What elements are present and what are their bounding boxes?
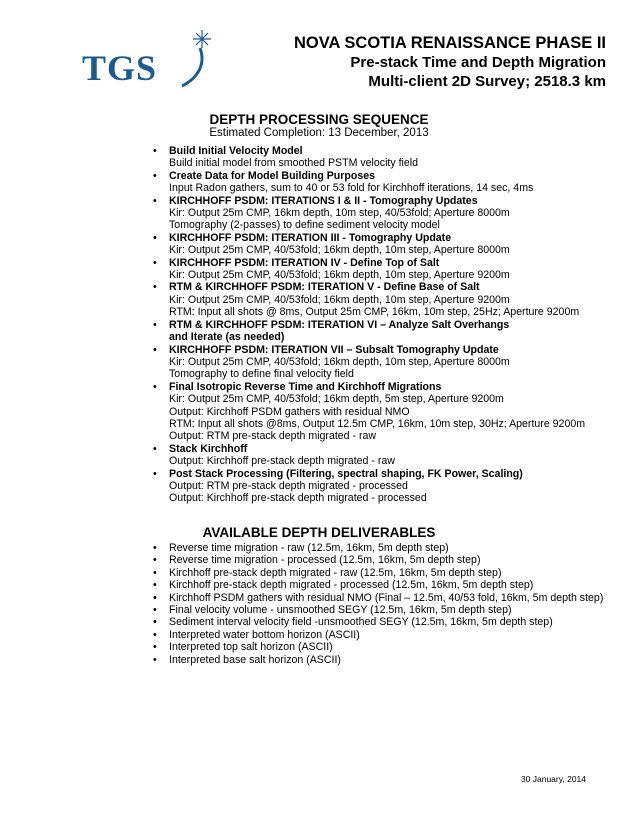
deliverable-item: [153, 654, 623, 666]
processing-step: [153, 344, 623, 381]
deliverable-text: Interpreted base salt horizon (ASCII): [169, 653, 341, 666]
step-title: KIRCHHOFF PSDM: ITERATION III - Tomography Update: [169, 231, 452, 244]
step-detail: Kir: Output 25m CMP, 40/53fold; 16km depth, 10m step, Aperture 9200m: [169, 269, 510, 282]
step-title: Create Data for Model Building Purposes: [169, 169, 376, 182]
processing-heading: DEPTH PROCESSING SEQUENCE: [209, 112, 429, 127]
step-detail: Input Radon gathers, sum to 40 or 53 fold for Kirchhoff iterations, 14 sec, 4ms: [169, 182, 534, 195]
bullet-icon: •: [153, 281, 157, 294]
processing-step: [153, 145, 623, 170]
bullet-icon: •: [153, 467, 157, 480]
step-detail: Tomography to define final velocity field: [169, 368, 354, 381]
header-subtitle-2: Multi-client 2D Survey; 2518.3 km: [368, 73, 606, 90]
step-detail: Output: RTM pre-stack depth migrated - processed: [169, 479, 408, 492]
bullet-icon: •: [153, 579, 157, 592]
step-detail: Build initial model from smoothed PSTM velocity field: [169, 157, 419, 170]
step-detail: Kir: Output 25m CMP, 40/53fold; 16km depth, 10m step, Aperture 8000m: [169, 244, 510, 257]
step-title: KIRCHHOFF PSDM: ITERATION VII – Subsalt Tomography Update: [169, 343, 499, 356]
header-subtitle-1: Pre-stack Time and Depth Migration: [350, 54, 606, 71]
bullet-icon: •: [153, 380, 157, 393]
step-detail: Kir: Output 25m CMP, 16km depth, 10m step, 40/53fold; Aperture 8000m: [169, 207, 510, 220]
step-detail: Kir: Output 25m CMP, 40/53fold; 16km depth, 10m step, Aperture 9200m: [169, 293, 510, 306]
deliverable-item: [153, 641, 623, 653]
deliverable-item: [153, 629, 623, 641]
deliverable-text: Kirchhoff pre-stack depth migrated - processed (12.5m, 16km, 5m depth step): [169, 579, 534, 592]
deliverable-item: [153, 616, 623, 628]
processing-sequence-list: [153, 145, 623, 505]
step-title: Build Initial Velocity Model: [169, 145, 303, 157]
bullet-icon: •: [153, 653, 157, 666]
bullet-icon: •: [153, 318, 157, 331]
deliverable-text: Sediment interval velocity field -unsmoothed SEGY (12.5m, 16km, 5m depth step): [169, 616, 553, 629]
bullet-icon: •: [153, 145, 157, 157]
step-title-continued: and Iterate (as needed): [169, 331, 285, 344]
step-title: RTM & KIRCHHOFF PSDM: ITERATION VI – Analyze Salt Overhangs: [169, 318, 510, 331]
logo-text: TGS: [82, 48, 158, 88]
step-detail: Output: Kirchhoff pre-stack depth migrated - processed: [169, 492, 427, 505]
bullet-icon: •: [153, 194, 157, 207]
step-detail: Kir: Output 25m CMP, 40/53fold; 16km depth, 5m step, Aperture 9200m: [169, 393, 504, 406]
step-detail: RTM: Input all shots @8ms, Output 12.5m CMP, 16km, 10m step, 30Hz; Aperture 9200m: [169, 417, 586, 430]
processing-step: [153, 232, 623, 257]
step-title: KIRCHHOFF PSDM: ITERATION IV - Define Top of Salt: [169, 256, 440, 269]
deliverable-item: [153, 579, 623, 591]
deliverables-heading: AVAILABLE DEPTH DELIVERABLES: [202, 525, 436, 540]
deliverable-text: Interpreted water bottom horizon (ASCII): [169, 628, 360, 641]
step-detail: Output: Kirchhoff PSDM gathers with residual NMO: [169, 405, 410, 418]
bullet-icon: •: [153, 442, 157, 455]
bullet-icon: •: [153, 231, 157, 244]
header-title: NOVA SCOTIA RENAISSANCE PHASE II: [293, 34, 606, 52]
processing-step: [153, 443, 623, 468]
bullet-icon: •: [153, 566, 157, 579]
deliverable-text: Final velocity volume - unsmoothed SEGY (12.5m, 16km, 5m depth step): [169, 604, 512, 617]
bullet-icon: •: [153, 604, 157, 617]
deliverables-list: [153, 542, 623, 666]
processing-step: [153, 257, 623, 282]
step-detail: RTM: Input all shots @ 8ms, Output 25m CMP, 16km, 10m step, 25Hz; Aperture 9200m: [169, 306, 580, 319]
processing-step: [153, 468, 623, 505]
bullet-icon: •: [153, 628, 157, 641]
deliverable-item: [153, 554, 623, 566]
step-detail: Output: RTM pre-stack depth migrated - raw: [169, 430, 377, 443]
deliverable-text: Reverse time migration - processed (12.5m, 16km, 5m depth step): [169, 554, 481, 567]
step-title: Stack Kirchhoff: [169, 442, 248, 455]
processing-step: [153, 381, 623, 443]
step-title: Final Isotropic Reverse Time and Kirchhoff Migrations: [169, 380, 442, 393]
bullet-icon: •: [153, 554, 157, 567]
processing-step: [153, 319, 623, 344]
deliverable-text: Kirchhoff PSDM gathers with residual NMO (Final – 12.5m, 40/53 fold, 16km, 5m depth step): [169, 591, 604, 604]
bullet-icon: •: [153, 169, 157, 182]
bullet-icon: •: [153, 616, 157, 629]
step-title: Post Stack Processing (Filtering, spectral shaping, FK Power, Scaling): [169, 467, 523, 480]
bullet-icon: •: [153, 591, 157, 604]
footer-date: 30 January, 2014: [520, 774, 586, 784]
estimated-completion: Estimated Completion: 13 December, 2013: [209, 127, 429, 139]
step-detail: Output: Kirchhoff pre-stack depth migrated - raw: [169, 455, 395, 468]
bullet-icon: •: [153, 542, 157, 554]
logo-swoosh-icon: [164, 28, 214, 88]
deliverable-text: Reverse time migration - raw (12.5m, 16km, 5m depth step): [169, 542, 449, 554]
processing-step: [153, 281, 623, 318]
step-detail: Kir: Output 25m CMP, 40/53fold; 16km depth, 10m step, Aperture 8000m: [169, 355, 510, 368]
deliverable-text: Kirchhoff pre-stack depth migrated - raw (12.5m, 16km, 5m depth step): [169, 566, 502, 579]
step-title: RTM & KIRCHHOFF PSDM: ITERATION V - Define Base of Salt: [169, 281, 480, 294]
deliverable-item: [153, 567, 623, 579]
deliverable-item: [153, 592, 623, 604]
step-title: KIRCHHOFF PSDM: ITERATIONS I & II - Tomography Updates: [169, 194, 478, 207]
deliverable-text: Interpreted top salt horizon (ASCII): [169, 641, 333, 654]
processing-step: [153, 170, 623, 195]
step-detail: Tomography (2-passes) to define sediment velocity model: [169, 219, 440, 232]
bullet-icon: •: [153, 641, 157, 654]
processing-step: [153, 195, 623, 232]
bullet-icon: •: [153, 256, 157, 269]
tgs-logo: [82, 28, 212, 88]
bullet-icon: •: [153, 343, 157, 356]
deliverable-item: [153, 604, 623, 616]
document-header: [294, 34, 606, 91]
deliverable-item: [153, 542, 623, 554]
